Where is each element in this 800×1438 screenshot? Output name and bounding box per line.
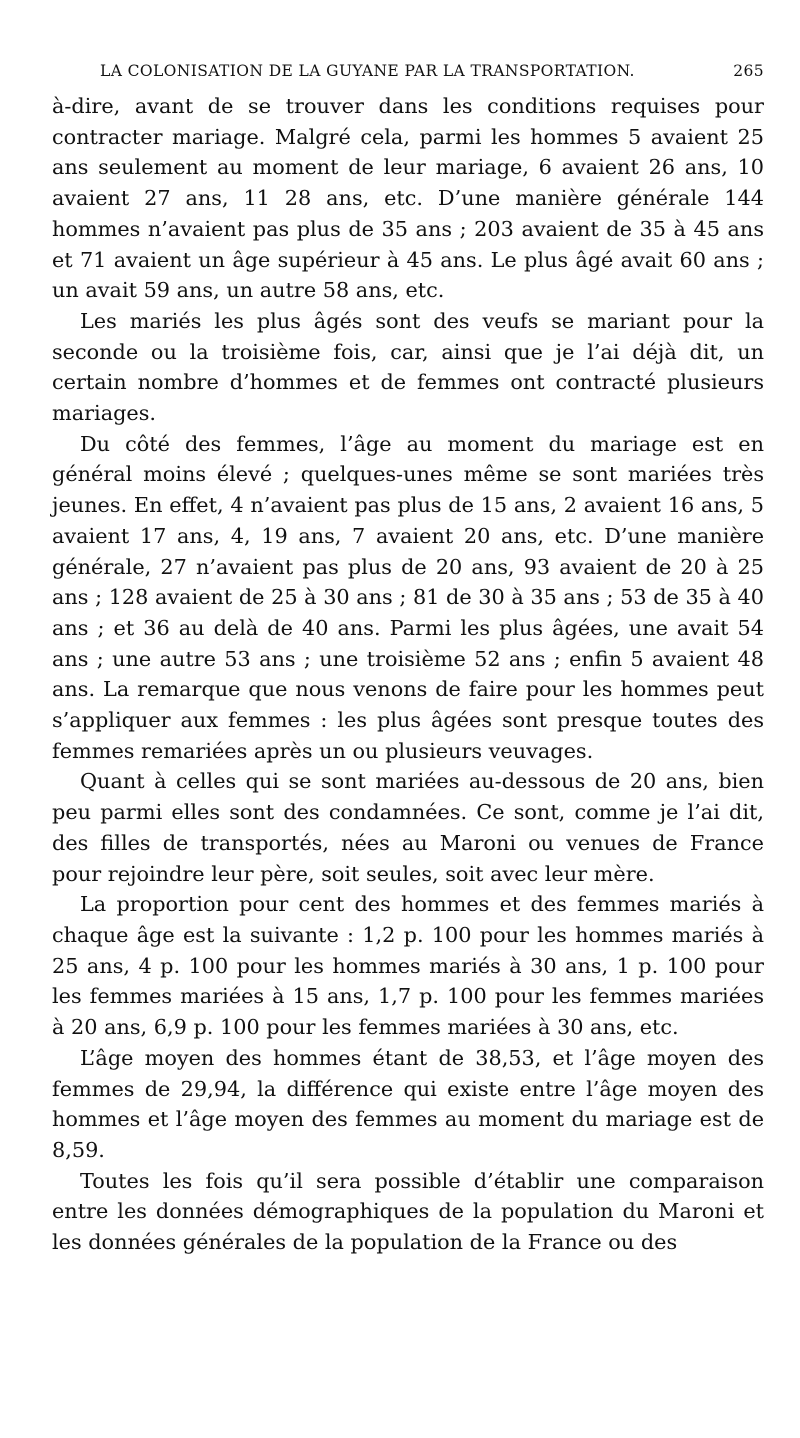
page-number: 265 — [733, 62, 764, 80]
paragraph: Toutes les fois qu’il sera possible d’établir une comparaison entre les données démographiques de la population du Maroni et les données générales de la population de la France ou des — [52, 1168, 764, 1255]
running-header — [52, 56, 764, 86]
paragraph: La proportion pour cent des hommes et des femmes mariés à chaque âge est la suivante : 1,2 p. 100 pour les hommes mariés à 25 ans, 4 p. 100 pour les hommes mariés à 30 ans, 1 p. 100 pour les femmes mariées à 15 ans, 1,7 p. 100 pour les femmes mariées à 20 ans, 6,9 p. 100 pour les femmes mariées à 30 ans, etc. — [52, 892, 764, 1040]
running-title: LA COLONISATION DE LA GUYANE PAR LA TRANSPORTATION. — [100, 62, 635, 80]
paragraph: Quant à celles qui se sont mariées au-dessous de 20 ans, bien peu parmi elles sont des condamnées. Ce sont, comme je l’ai dit, des filles de transportés, nées au Maroni ou venues de France pour rejoindre leur père, soit seules, soit avec leur mère. — [52, 769, 764, 886]
paragraph-continuation: à-dire, avant de se trouver dans les conditions requises pour contracter mariage. Malgré cela, parmi les hommes 5 avaient 25 ans seulement au moment de leur mariage, 6 avaient 26 ans, 10 avaient 27 ans, 11 28 ans, etc. D’une manière générale 144 hommes n’avaient pas plus de 35 ans ; 203 avaient de 35 à 45 ans et 71 avaient un âge supérieur à 45 ans. Le plus âgé avait 60 ans ; un avait 59 ans, un autre 58 ans, etc. — [52, 94, 764, 303]
paragraph: Les mariés les plus âgés sont des veufs se mariant pour la seconde ou la troisième fois, car, ainsi que je l’ai déjà dit, un certain nombre d’hommes et de femmes ont contracté plusieurs mariages. — [52, 308, 764, 426]
paragraph: L’âge moyen des hommes étant de 38,53, et l’âge moyen des femmes de 29,94, la différence qui existe entre l’âge moyen des hommes et l’âge moyen des femmes au moment du mariage est de 8,59. — [52, 1045, 764, 1162]
book-page — [52, 56, 764, 1258]
body-text — [52, 91, 764, 1258]
paragraph: Du côté des femmes, l’âge au moment du mariage est en général moins élevé ; quelques-unes même se sont mariées très jeunes. En effet, 4 n’avaient pas plus de 15 ans, 2 avaient 16 ans, 5 avaient 17 ans, 4, 19 ans, 7 avaient 20 ans, etc. D’une manière générale, 27 n’avaient pas plus de 20 ans, 93 avaient de 20 à 25 ans ; 128 avaient de 25 à 30 ans ; 81 de 30 à 35 ans ; 53 de 35 à 40 ans ; et 36 au delà de 40 ans. Parmi les plus âgées, une avait 54 ans ; une autre 53 ans ; une troisième 52 ans ; enfin 5 avaient 48 ans. La remarque que nous venons de faire pour les hommes peut s’appliquer aux femmes : les plus âgées sont presque toutes des femmes remariées après un ou plusieurs veuvages. — [52, 431, 764, 763]
